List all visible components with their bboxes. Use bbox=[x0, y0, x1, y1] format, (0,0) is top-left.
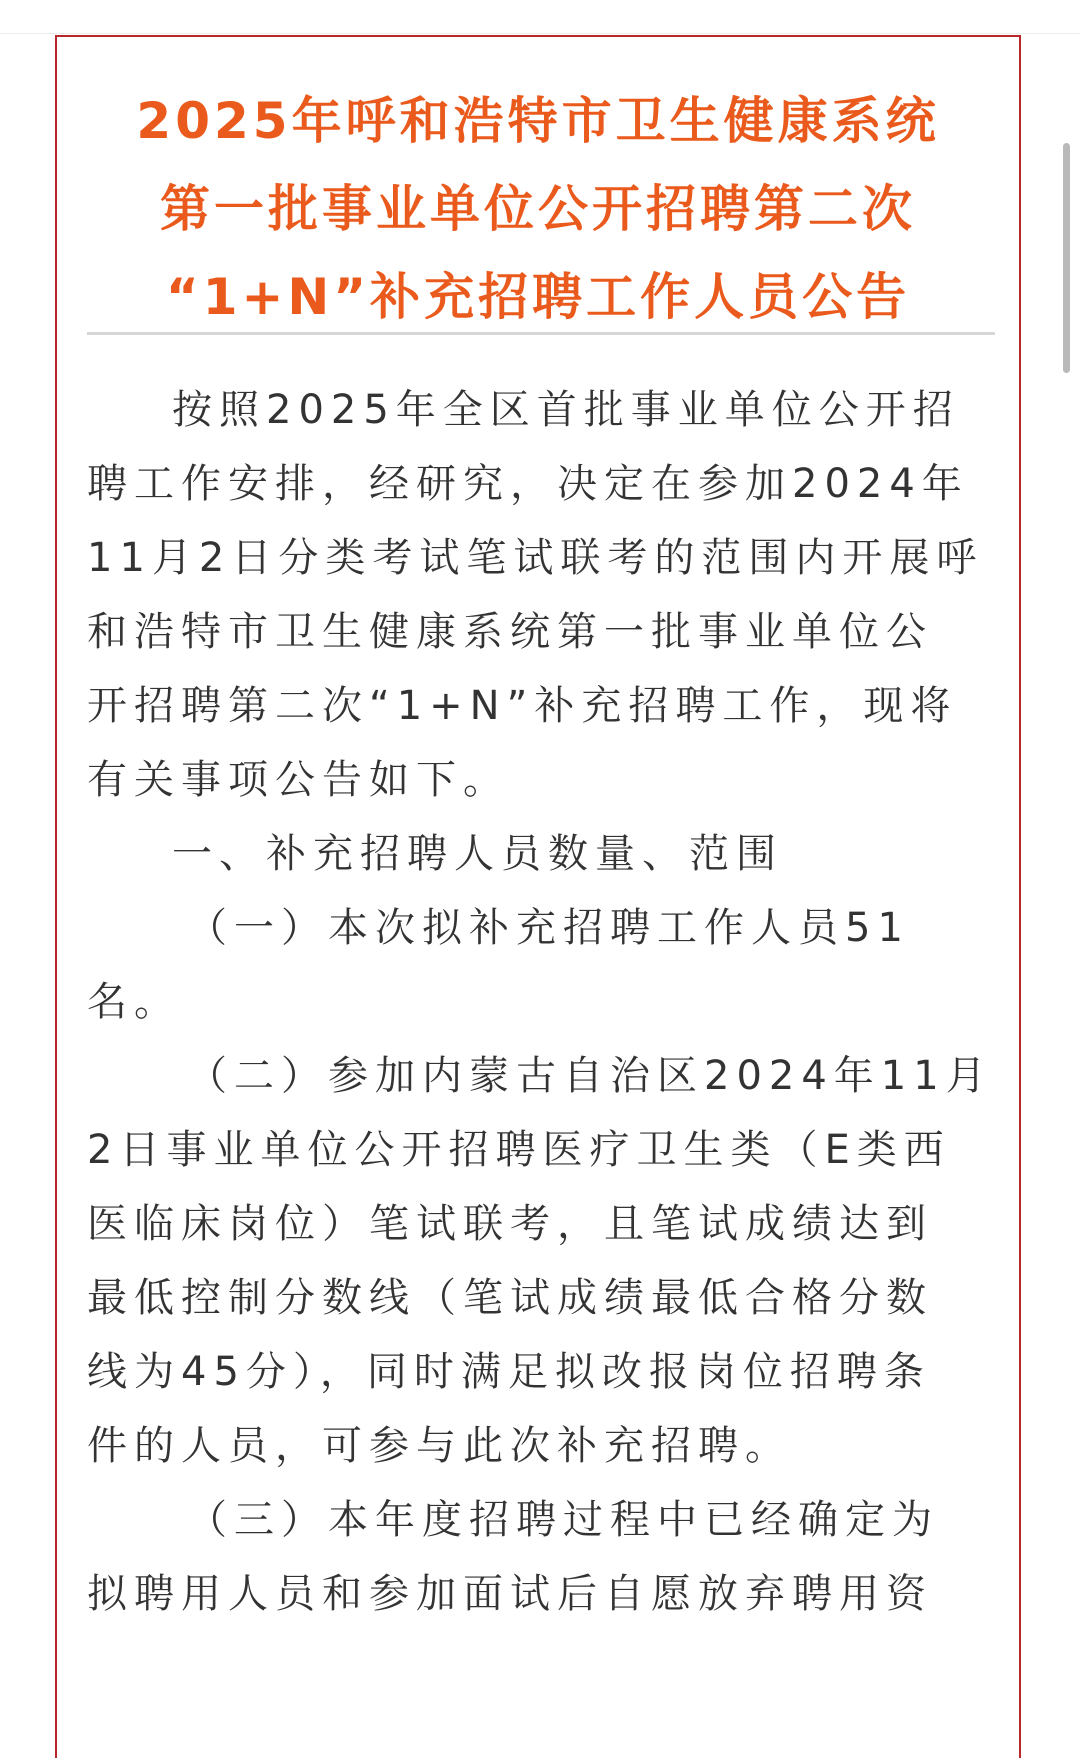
body-line-1: 按照2025年全区首批事业单位公开招 bbox=[172, 387, 960, 433]
title-line-3: “1+N”补充招聘工作人员公告 bbox=[165, 268, 911, 326]
body-line-3: 11月2日分类考试笔试联考的范围内开展呼 bbox=[87, 535, 984, 581]
body-line-12: 医临床岗位）笔试联考，且笔试成绩达到 bbox=[87, 1201, 933, 1247]
announcement-title bbox=[57, 77, 1019, 341]
vertical-scrollbar[interactable] bbox=[1063, 143, 1070, 373]
body-line-17: 拟聘用人员和参加面试后自愿放弃聘用资 bbox=[87, 1571, 933, 1617]
body-line-8: （一）本次拟补充招聘工作人员51 bbox=[187, 905, 910, 951]
title-line-1: 2025年呼和浩特市卫生健康系统 bbox=[136, 92, 940, 150]
top-status-strip bbox=[0, 0, 1080, 34]
body-line-16: （三）本年度招聘过程中已经确定为 bbox=[187, 1497, 939, 1543]
body-line-13: 最低控制分数线（笔试成绩最低合格分数 bbox=[87, 1275, 933, 1321]
announcement-frame bbox=[55, 35, 1021, 1758]
section-heading-1: 一、补充招聘人员数量、范围 bbox=[172, 831, 783, 877]
body-line-11: 2日事业单位公开招聘医疗卫生类（E类西 bbox=[87, 1127, 951, 1173]
body-line-14: 线为45分），同时满足拟改报岗位招聘条 bbox=[87, 1349, 931, 1395]
body-line-4: 和浩特市卫生健康系统第一批事业单位公 bbox=[87, 609, 933, 655]
body-line-10: （二）参加内蒙古自治区2024年11月 bbox=[187, 1053, 993, 1099]
body-line-2: 聘工作安排，经研究，决定在参加2024年 bbox=[87, 461, 969, 507]
body-line-5: 开招聘第二次“1+N”补充招聘工作，现将 bbox=[87, 683, 958, 729]
body-line-15: 件的人员，可参与此次补充招聘。 bbox=[87, 1423, 792, 1469]
body-line-9: 名。 bbox=[87, 979, 181, 1025]
title-line-2: 第一批事业单位公开招聘第二次 bbox=[160, 180, 916, 238]
title-divider bbox=[87, 332, 995, 335]
body-line-6: 有关事项公告如下。 bbox=[87, 757, 510, 803]
